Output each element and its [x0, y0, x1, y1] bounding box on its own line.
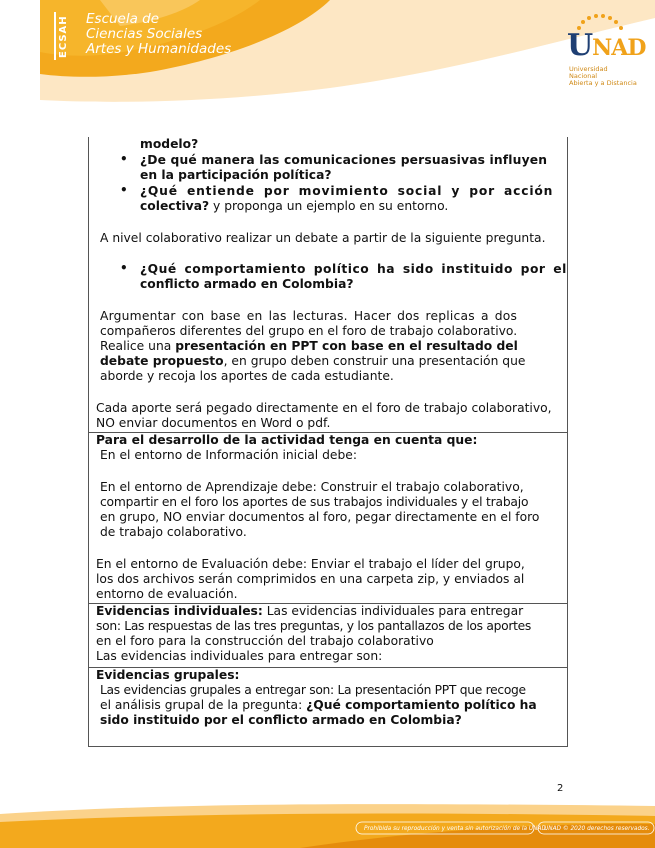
question-text: ¿Qué comportamiento político ha sido instituido por el — [140, 262, 567, 276]
text-line: de trabajo colaborativo. — [100, 525, 247, 539]
school-name — [86, 12, 231, 57]
text-line — [96, 604, 523, 619]
school-line: Ciencias Sociales — [86, 26, 203, 42]
logo-sub-line: Abierta y a Distancia — [569, 79, 637, 87]
school-line: Artes y Humanidades — [86, 41, 232, 57]
text-line — [100, 698, 537, 713]
text-line: en el foro para la construcción del trabajo colaborativo — [96, 634, 434, 648]
text-line — [100, 339, 518, 354]
question-text: en la participación política? — [140, 168, 332, 182]
question-bold: colectiva? — [140, 199, 210, 213]
text-line: Argumentar con base en las lecturas. Hacer dos replicas a dos — [100, 309, 518, 323]
text-line: Las evidencias grupales a entregar son: La presentación PPT que recoge — [100, 683, 526, 697]
text-line: A nivel colaborativo realizar un debate a partir de la siguiente pregunta. — [100, 231, 546, 245]
text-line: sido instituido por el conflicto armado en Colombia? — [100, 713, 462, 727]
text-part: , en grupo deben construir una presentación que — [223, 354, 526, 368]
ecsah-badge-text: ECSAH — [58, 15, 69, 58]
evidence-heading: Evidencias individuales: — [96, 604, 263, 618]
logo-sub-line: Universidad Nacional — [569, 65, 608, 80]
text-line: aborde y recoja los aportes de cada estudiante. — [100, 369, 394, 383]
text-bold: presentación en PPT con base en el resultado del — [175, 339, 518, 353]
question-text: ¿Qué entiende por movimiento social y por acción — [140, 184, 554, 198]
evidence-heading: Evidencias grupales: — [96, 668, 240, 682]
question-text: conflicto armado en Colombia? — [140, 277, 354, 291]
text-line: Cada aporte será pegado directamente en el foro de trabajo colaborativo, — [96, 401, 552, 415]
footer-copyright-notice: Prohibida su reproducción y venta sin autorización de la UNAD. — [364, 826, 548, 832]
text-line: compartir en el foro los aportes de sus trabajos individuales y el trabajo — [100, 495, 529, 509]
text-line: compañeros diferentes del grupo en el foro de trabajo colaborativo. — [100, 324, 518, 338]
text-part: el análisis grupal de la pregunta: — [100, 698, 307, 712]
bullet-icon: • — [120, 183, 128, 197]
question-text — [140, 199, 448, 214]
bullet-icon: • — [120, 261, 128, 275]
text-bold: ¿Qué comportamiento político ha — [306, 698, 537, 712]
school-line: Escuela de — [86, 11, 160, 27]
bullet-icon: • — [120, 152, 128, 166]
text-bold: debate propuesto — [100, 354, 224, 368]
footer-rights: UNAD © 2020 derechos reservados. — [544, 826, 650, 832]
section-heading: Para el desarrollo de la actividad tenga en cuenta que: — [96, 433, 478, 447]
footer-band — [0, 800, 655, 848]
text-line: En el entorno de Evaluación debe: Enviar el trabajo el líder del grupo, — [96, 557, 525, 571]
text-line: modelo? — [140, 137, 199, 151]
logo-subtitle — [569, 66, 637, 87]
text-line: Las evidencias individuales para entregar son: — [96, 649, 383, 663]
text-line: son: Las respuestas de las tres preguntas, y los pantallazos de los aportes — [96, 619, 531, 633]
logo-wordmark: UNAD — [567, 28, 646, 63]
question-text: ¿De qué manera las comunicaciones persuasivas influyen — [140, 153, 548, 167]
text-line: NO enviar documentos en Word o pdf. — [96, 416, 331, 430]
text-line: en grupo, NO enviar documentos al foro, pegar directamente en el foro — [100, 510, 540, 524]
text-line: En el entorno de Aprendizaje debe: Construir el trabajo colaborativo, — [100, 480, 524, 494]
text-part: Realice una — [100, 339, 176, 353]
text-line: En el entorno de Información inicial debe: — [100, 448, 357, 462]
text-line — [100, 354, 525, 369]
page-number: 2 — [557, 783, 564, 794]
question-rest: y proponga un ejemplo en su entorno. — [209, 199, 449, 213]
text-line: entorno de evaluación. — [96, 587, 238, 601]
text-line: los dos archivos serán comprimidos en una carpeta zip, y enviados al — [96, 572, 525, 586]
text-part: Las evidencias individuales para entregar — [262, 604, 524, 618]
